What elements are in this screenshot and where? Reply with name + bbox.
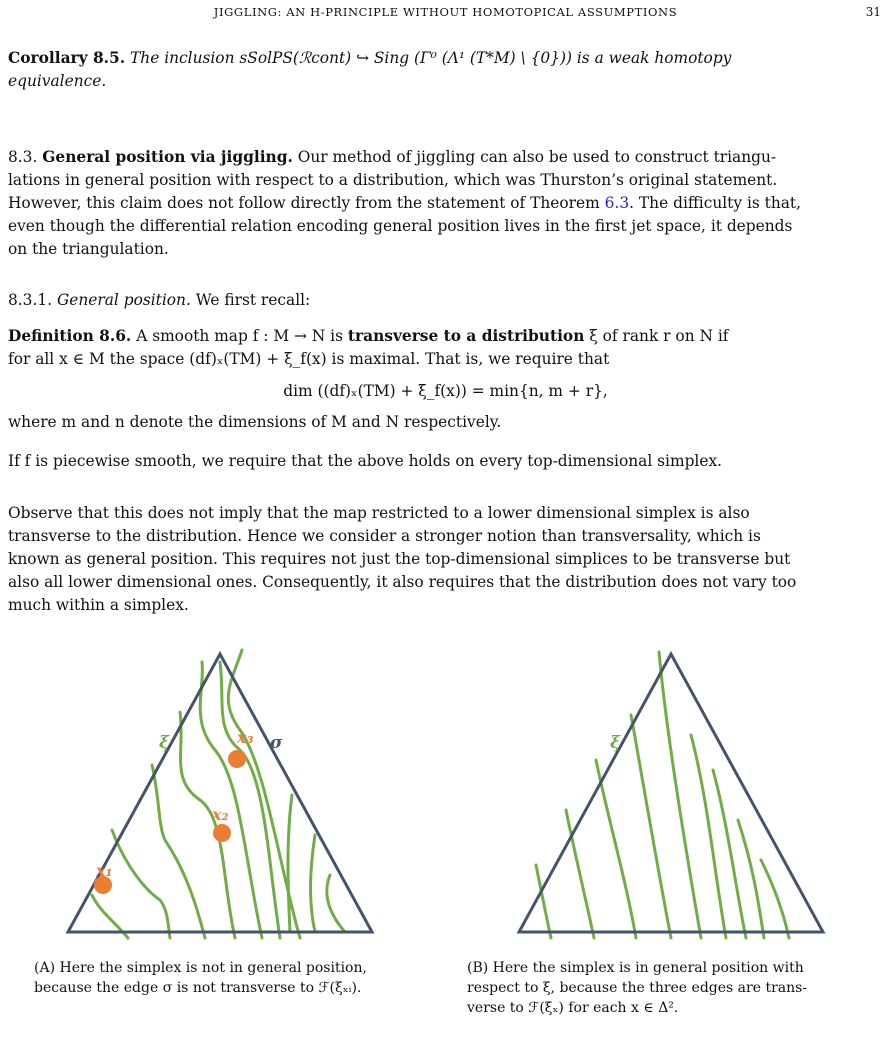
- caption-a: [34, 958, 424, 998]
- label-x3: x₃: [237, 728, 254, 747]
- curve: [152, 765, 205, 938]
- caption-b: [467, 958, 877, 1018]
- section-line-3: [8, 192, 886, 215]
- section-line-4: even though the differential relation encoding general position lives in the first jet space, it depends: [8, 217, 793, 235]
- caption-a-line-2: because the edge σ is not transverse to ℱ(ξₓᵢ).: [34, 980, 362, 996]
- label-xi: ξ: [610, 733, 621, 753]
- curve: [596, 760, 636, 938]
- piecewise-paragraph: If f is piecewise smooth, we require that the above holds on every top-dimensional simplex.: [8, 452, 723, 470]
- section-text-3a: However, this claim does not follow directly from the statement of Theorem: [8, 194, 600, 212]
- corollary-line-1: [8, 47, 886, 70]
- corollary-line-2: equivalence.: [8, 72, 107, 90]
- curve: [112, 830, 170, 938]
- observe-line-3: known as general position. This requires not just the top-dimensional simplices to be transverse but: [8, 550, 791, 568]
- curve: [200, 662, 262, 938]
- section-line-5: on the triangulation.: [8, 240, 169, 258]
- subsection-text: We first recall:: [195, 291, 311, 309]
- curve: [761, 860, 789, 938]
- page-number: 31: [865, 5, 881, 19]
- simplex-triangle: [519, 654, 823, 932]
- definition-text-1a: A smooth map f : M → N is: [136, 327, 344, 345]
- curve: [180, 712, 235, 938]
- curve: [327, 875, 345, 932]
- caption-a-tag: (A): [34, 960, 56, 976]
- curve: [713, 770, 746, 938]
- section-number: 8.3.: [8, 148, 38, 166]
- subsection-line: [8, 289, 886, 312]
- point-x2: [213, 824, 231, 842]
- corollary-label: Corollary 8.5.: [8, 49, 126, 67]
- subsection-title: General position.: [56, 291, 191, 309]
- label-x2: x₂: [212, 805, 229, 824]
- definition-line-3: where m and n denote the dimensions of M and N respectively.: [8, 413, 502, 431]
- label-xi: ξ: [159, 733, 170, 753]
- figure-b-curves: [536, 652, 789, 938]
- figure-a-curves: [92, 650, 345, 938]
- definition-line-2: for all x ∈ M the space (df)ₓ(TM) + ξ_f(x) is maximal. That is, we require that: [8, 350, 610, 368]
- observe-line-1: Observe that this does not imply that the map restricted to a lower dimensional simplex is also: [8, 504, 750, 522]
- definition-label: Definition 8.6.: [8, 327, 132, 345]
- subsection-number: 8.3.1.: [8, 291, 53, 309]
- observe-line-4: also all lower dimensional ones. Consequently, it also requires that the distribution does not vary too: [8, 573, 797, 591]
- definition-line-1: [8, 325, 886, 348]
- caption-b-tag: (B): [467, 960, 489, 976]
- caption-a-line-1: (A) Here the simplex is not in general position,: [34, 960, 367, 976]
- curve: [288, 795, 292, 932]
- section-text-1: Our method of jiggling can also be used to construct triangu-: [297, 148, 777, 166]
- observe-line-2: transverse to the distribution. Hence we consider a stronger notion than transversality, which is: [8, 527, 761, 545]
- observe-line-5: much within a simplex.: [8, 596, 189, 614]
- caption-b-line-1: (B) Here the simplex is in general position with: [467, 960, 804, 976]
- section-line-2: lations in general position with respect to a distribution, which was Thurston’s original statement.: [8, 171, 778, 189]
- running-title: JIGGLING: AN H-PRINCIPLE WITHOUT HOMOTOPICAL ASSUMPTIONS: [213, 5, 678, 19]
- theorem-link[interactable]: 6.3: [604, 194, 630, 212]
- point-x3: [228, 750, 246, 768]
- curve: [310, 835, 315, 932]
- figure-a-simplex: [0, 640, 445, 945]
- caption-b-line-3: verse to ℱ(ξₓ) for each x ∈ Δ².: [467, 1000, 679, 1016]
- curve: [566, 810, 594, 938]
- caption-b-line-2: respect to ξ, because the three edges are trans-: [467, 980, 808, 996]
- definition-equation: dim ((df)ₓ(TM) + ξ_f(x)) = min{n, m + r},: [283, 382, 608, 400]
- figure-b-simplex: [446, 640, 891, 945]
- definition-bold-term: transverse to a distribution: [347, 327, 585, 345]
- curve: [631, 715, 671, 938]
- section-title: General position via jiggling.: [42, 148, 293, 166]
- section-text-3b: . The difficulty is that,: [629, 194, 802, 212]
- label-sigma: σ: [270, 733, 283, 753]
- definition-text-1b: ξ of rank r on N if: [589, 327, 729, 345]
- page-header: [0, 5, 891, 25]
- section-line-1: [8, 146, 886, 169]
- label-x1: x₁: [96, 861, 113, 880]
- corollary-text: The inclusion sSolPS(ℛcont) ↪ Sing (Γ⁰ (Λ¹ (T*M) \ {0})) is a weak homotopy: [130, 49, 732, 67]
